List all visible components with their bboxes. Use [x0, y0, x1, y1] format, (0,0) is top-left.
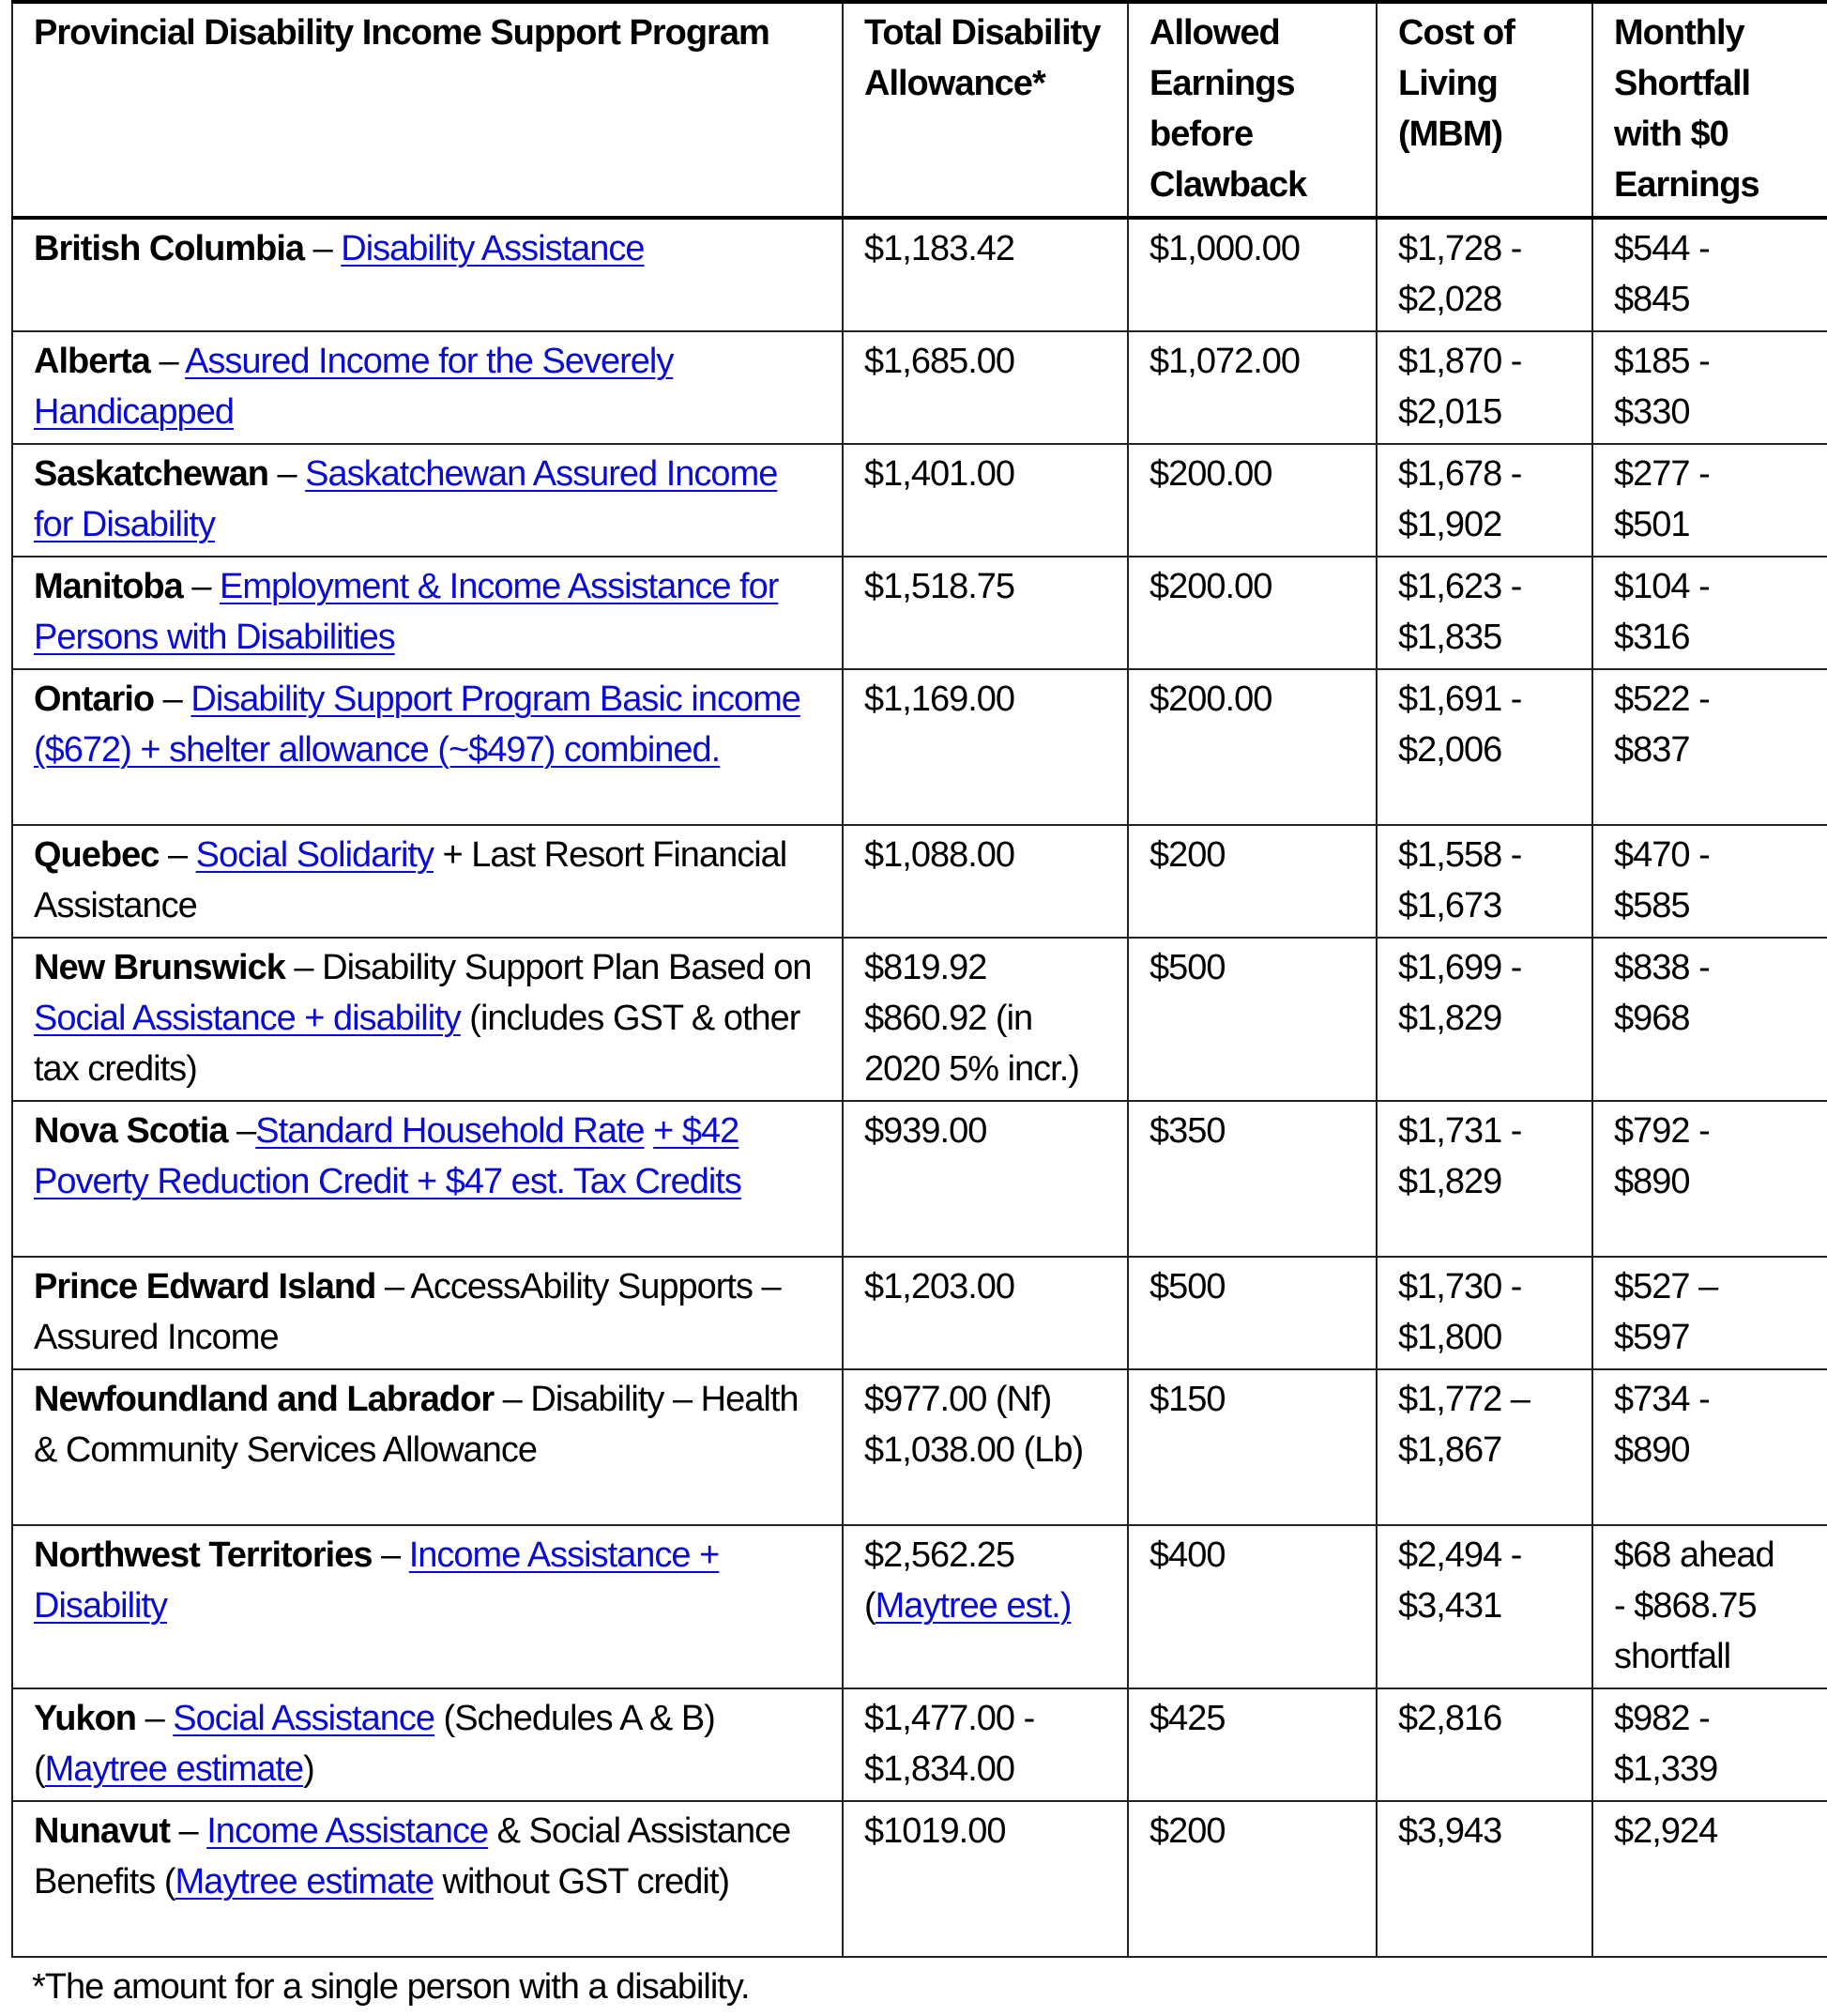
table-row [12, 1257, 1827, 1369]
allowed-earnings-cell: $150 [1128, 1369, 1377, 1525]
program-link[interactable]: Social Assistance [173, 1699, 434, 1738]
province-name: Nunavut [34, 1811, 170, 1851]
program-link[interactable]: Disability Assistance [341, 229, 645, 268]
maytree-link[interactable]: Maytree est.) [875, 1586, 1072, 1626]
shortfall-cell [1592, 825, 1827, 938]
allowance-value: $1019.00 [864, 1811, 1006, 1851]
allowance-cell [843, 1369, 1128, 1525]
shortfall-value: $837 [1614, 730, 1690, 770]
shortfall-cell [1592, 1369, 1827, 1525]
program-text: – Disability – Health & Community Services Allowance [34, 1380, 799, 1470]
allowed-earnings-cell: $200.00 [1128, 557, 1377, 669]
shortfall-cell [1592, 1525, 1827, 1688]
shortfall-value: $968 [1614, 999, 1690, 1038]
shortfall-value: $845 [1614, 280, 1690, 319]
program-cell [12, 1525, 843, 1688]
allowance-value: $1,183.42 [864, 229, 1015, 268]
program-text: – [304, 229, 342, 268]
cost-of-living-cell [1377, 1101, 1592, 1257]
shortfall-value: $792 - [1614, 1111, 1710, 1151]
province-name: Quebec [34, 835, 160, 875]
shortfall-value: $982 - [1614, 1699, 1710, 1738]
footnote: *The amount for a single person with a disability. [32, 1967, 750, 2007]
program-text: + Last Resort Financial Assistance [34, 835, 787, 925]
program-link[interactable]: Saskatchewan Assured Income for Disability [34, 454, 778, 544]
table-row [12, 331, 1827, 444]
cost-of-living-cell [1377, 557, 1592, 669]
table-row [12, 1101, 1827, 1257]
header-monthly-shortfall: Monthly Shortfall with $0 Earnings [1592, 2, 1827, 218]
cost-of-living-value: $1,772 – [1398, 1380, 1530, 1419]
cost-of-living-value: $1,673 [1398, 886, 1502, 925]
program-cell [12, 444, 843, 557]
cost-of-living-cell [1377, 218, 1592, 331]
allowed-earnings-cell: $1,000.00 [1128, 218, 1377, 331]
program-text: (includes GST & other tax credits) [34, 999, 800, 1089]
program-link[interactable]: Income Assistance [206, 1811, 489, 1851]
program-link[interactable]: Social Solidarity [195, 835, 434, 875]
program-cell [12, 938, 843, 1101]
program-text: without GST credit) [433, 1862, 730, 1901]
program-cell [12, 1688, 843, 1801]
program-text: – [372, 1535, 409, 1575]
program-text: – [182, 567, 221, 606]
province-name: Manitoba [34, 567, 183, 606]
cost-of-living-value: $1,870 - [1398, 342, 1522, 381]
program-cell [12, 1257, 843, 1369]
shortfall-value: $527 – [1614, 1267, 1718, 1306]
cost-of-living-cell [1377, 331, 1592, 444]
cost-of-living-value: $1,800 [1398, 1318, 1502, 1357]
allowed-earnings-cell: $1,072.00 [1128, 331, 1377, 444]
program-cell [12, 1369, 843, 1525]
cost-of-living-cell [1377, 444, 1592, 557]
shortfall-value: $277 - [1614, 454, 1710, 494]
cost-of-living-cell [1377, 1801, 1592, 1957]
program-cell [12, 1101, 843, 1257]
shortfall-value: $330 [1614, 392, 1690, 432]
allowance-value: $2,562.25 [864, 1535, 1015, 1575]
shortfall-cell [1592, 1801, 1827, 1957]
province-name: Yukon [34, 1699, 137, 1738]
cost-of-living-value: $1,731 - [1398, 1111, 1522, 1151]
allowance-value: $1,038.00 (Lb) [864, 1430, 1084, 1470]
table-row [12, 218, 1827, 331]
allowance-value: $939.00 [864, 1111, 987, 1151]
province-name: Nova Scotia [34, 1111, 228, 1151]
shortfall-value: $890 [1614, 1430, 1690, 1470]
allowance-source [864, 1581, 1106, 1631]
allowance-value: $1,169.00 [864, 680, 1015, 719]
shortfall-value: $1,339 [1614, 1749, 1718, 1789]
cost-of-living-value: $1,902 [1398, 505, 1502, 544]
shortfall-cell [1592, 1101, 1827, 1257]
program-text: – AccessAbility Supports – Assured Income [34, 1267, 781, 1357]
header-allowed-earnings: Allowed Earnings before Clawback [1128, 2, 1377, 218]
allowance-cell [843, 1801, 1128, 1957]
program-cell [12, 331, 843, 444]
allowance-value: $860.92 (in [864, 999, 1033, 1038]
allowance-value: $819.92 [864, 948, 987, 987]
program-cell [12, 218, 843, 331]
cost-of-living-value: $1,691 - [1398, 680, 1522, 719]
program-link[interactable]: Social Assistance + disability [34, 999, 461, 1038]
table-row [12, 1525, 1827, 1688]
shortfall-cell [1592, 669, 1827, 825]
shortfall-value: $522 - [1614, 680, 1710, 719]
province-name: Northwest Territories [34, 1535, 373, 1575]
allowance-value: $1,477.00 - [864, 1699, 1035, 1738]
allowance-cell [843, 444, 1128, 557]
shortfall-cell [1592, 1688, 1827, 1801]
shortfall-cell [1592, 1257, 1827, 1369]
cost-of-living-value: $2,816 [1398, 1699, 1502, 1738]
allowed-earnings-cell: $500 [1128, 938, 1377, 1101]
shortfall-value: $470 - [1614, 835, 1710, 875]
shortfall-value: $838 - [1614, 948, 1710, 987]
program-text: – [267, 454, 306, 494]
allowance-cell [843, 669, 1128, 825]
shortfall-cell [1592, 444, 1827, 557]
cost-of-living-value: $1,835 [1398, 618, 1502, 657]
cost-of-living-value: $1,829 [1398, 999, 1502, 1038]
allowance-cell [843, 557, 1128, 669]
shortfall-value: $585 [1614, 886, 1690, 925]
allowance-cell [843, 218, 1128, 331]
shortfall-cell [1592, 331, 1827, 444]
shortfall-value: $68 ahead [1614, 1535, 1774, 1575]
program-text: – [159, 835, 196, 875]
header-program: Provincial Disability Income Support Program [12, 2, 843, 218]
document [11, 0, 1827, 2016]
paren-text: ( [864, 1586, 875, 1626]
cost-of-living-cell [1377, 1257, 1592, 1369]
shortfall-value: $597 [1614, 1318, 1690, 1357]
cost-of-living-value: $1,730 - [1398, 1267, 1522, 1306]
shortfall-value: - $868.75 [1614, 1586, 1757, 1626]
cost-of-living-cell [1377, 825, 1592, 938]
shortfall-value: $890 [1614, 1162, 1690, 1201]
allowance-value: $1,834.00 [864, 1749, 1015, 1789]
program-cell [12, 557, 843, 669]
shortfall-value: shortfall [1614, 1637, 1731, 1676]
shortfall-value: $316 [1614, 618, 1690, 657]
province-name: Prince Edward Island [34, 1267, 376, 1306]
allowed-earnings-cell: $200 [1128, 825, 1377, 938]
program-text: & Social Assistance Benefits ( [34, 1811, 791, 1901]
program-text: – [170, 1811, 207, 1851]
allowance-value: $1,685.00 [864, 342, 1015, 381]
cost-of-living-value: $2,006 [1398, 730, 1502, 770]
cost-of-living-cell [1377, 938, 1592, 1101]
cost-of-living-value: $3,431 [1398, 1586, 1502, 1626]
allowance-cell [843, 1257, 1128, 1369]
shortfall-cell [1592, 557, 1827, 669]
program-text: ) [303, 1749, 314, 1789]
program-text: – [149, 342, 186, 381]
program-text: – [136, 1699, 174, 1738]
header-cost-of-living: Cost of Living (MBM) [1377, 2, 1592, 218]
province-name: New Brunswick [34, 948, 285, 987]
table-row [12, 825, 1827, 938]
shortfall-value: $501 [1614, 505, 1690, 544]
shortfall-cell [1592, 938, 1827, 1101]
allowed-earnings-cell: $400 [1128, 1525, 1377, 1688]
program-link[interactable]: Employment & Income Assistance for Persons with Disabilities [34, 567, 779, 657]
allowance-cell [843, 938, 1128, 1101]
allowed-earnings-cell: $200 [1128, 1801, 1377, 1957]
cost-of-living-value: $1,728 - [1398, 229, 1522, 268]
table-row [12, 1688, 1827, 1801]
cost-of-living-value: $2,494 - [1398, 1535, 1522, 1575]
allowance-value: $1,203.00 [864, 1267, 1015, 1306]
program-text: – [154, 680, 191, 719]
table-row [12, 444, 1827, 557]
cost-of-living-value: $1,867 [1398, 1430, 1502, 1470]
program-text: – Disability Support Plan Based on [284, 948, 812, 987]
table-row [12, 938, 1827, 1101]
table-row [12, 1801, 1827, 1957]
program-text [645, 1111, 654, 1151]
allowance-value: $1,401.00 [864, 454, 1015, 494]
cost-of-living-cell [1377, 1369, 1592, 1525]
allowance-cell [843, 1525, 1128, 1688]
table-header-row [12, 2, 1827, 218]
province-name: Saskatchewan [34, 454, 268, 494]
allowance-value: $1,088.00 [864, 835, 1015, 875]
allowed-earnings-cell: $350 [1128, 1101, 1377, 1257]
allowed-earnings-cell: $200.00 [1128, 669, 1377, 825]
cost-of-living-value: $1,623 - [1398, 567, 1522, 606]
cost-of-living-cell [1377, 669, 1592, 825]
allowed-earnings-cell: $500 [1128, 1257, 1377, 1369]
program-text: (Schedules A & B) ( [34, 1699, 715, 1789]
cost-of-living-cell [1377, 1688, 1592, 1801]
allowance-cell [843, 1688, 1128, 1801]
allowance-value: 2020 5% incr.) [864, 1049, 1079, 1089]
cost-of-living-value: $1,699 - [1398, 948, 1522, 987]
table-row [12, 557, 1827, 669]
cost-of-living-value: $1,558 - [1398, 835, 1522, 875]
cost-of-living-value: $3,943 [1398, 1811, 1502, 1851]
program-link[interactable]: Income Assistance + Disability [34, 1535, 720, 1626]
table-body [12, 218, 1827, 1957]
shortfall-value: $185 - [1614, 342, 1710, 381]
allowance-value: $977.00 (Nf) [864, 1380, 1052, 1419]
province-name: Newfoundland and Labrador [34, 1380, 495, 1419]
disability-income-table [11, 0, 1827, 1958]
program-text: – [227, 1111, 256, 1151]
cost-of-living-cell [1377, 1525, 1592, 1688]
program-cell [12, 669, 843, 825]
header-total-allowance: Total Disability Allowance* [843, 2, 1128, 218]
allowed-earnings-cell: $200.00 [1128, 444, 1377, 557]
shortfall-value: $2,924 [1614, 1811, 1718, 1851]
program-cell [12, 1801, 843, 1957]
cost-of-living-value: $1,829 [1398, 1162, 1502, 1201]
table-row [12, 669, 1827, 825]
allowance-cell [843, 331, 1128, 444]
shortfall-value: $734 - [1614, 1380, 1710, 1419]
program-link[interactable]: Assured Income for the Severely Handicapped [34, 342, 674, 432]
program-link[interactable]: Maytree estimate [175, 1862, 434, 1901]
program-link[interactable]: Disability Support Program Basic income ($672) + shelter allowance (~$497) combined. [34, 680, 800, 770]
province-name: Alberta [34, 342, 150, 381]
table-row [12, 1369, 1827, 1525]
allowance-cell [843, 825, 1128, 938]
program-link[interactable]: Maytree estimate [44, 1749, 304, 1789]
province-name: British Columbia [34, 229, 305, 268]
allowance-cell [843, 1101, 1128, 1257]
province-name: Ontario [34, 680, 155, 719]
allowed-earnings-cell: $425 [1128, 1688, 1377, 1801]
shortfall-value: $544 - [1614, 229, 1710, 268]
program-link[interactable]: + $42 Poverty Reduction Credit + $47 est. Tax Credits [34, 1111, 741, 1201]
cost-of-living-value: $1,678 - [1398, 454, 1522, 494]
program-cell [12, 825, 843, 938]
allowance-value: $1,518.75 [864, 567, 1015, 606]
shortfall-value: $104 - [1614, 567, 1710, 606]
cost-of-living-value: $2,015 [1398, 392, 1502, 432]
cost-of-living-value: $2,028 [1398, 280, 1502, 319]
shortfall-cell [1592, 218, 1827, 331]
program-link[interactable]: Standard Household Rate [255, 1111, 645, 1151]
